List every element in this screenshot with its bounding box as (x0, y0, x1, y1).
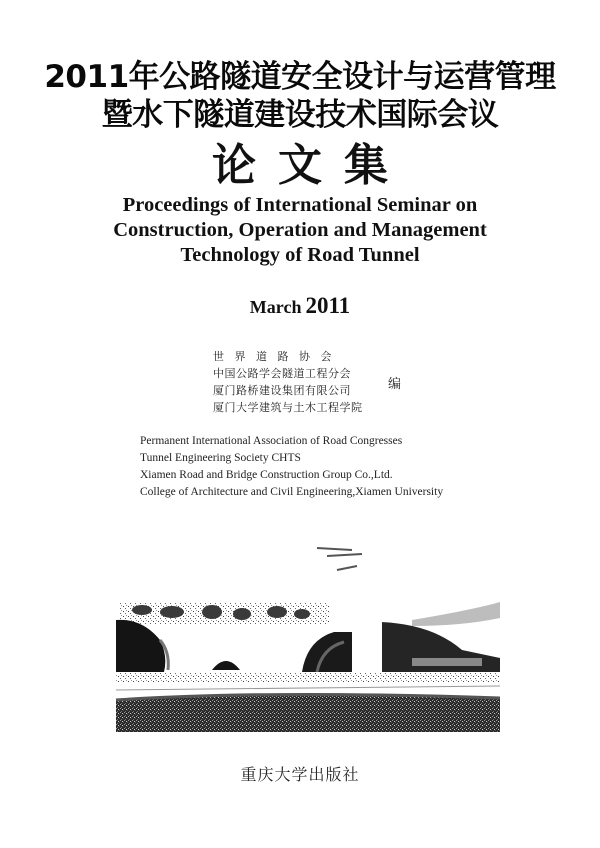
subtitle-cn: 论文集 (212, 140, 410, 191)
title-cn-line2: 暨水下隧道建设技术国际会议 (101, 97, 499, 133)
organizer-cn: 中国公路学会隧道工程分会 (213, 367, 351, 380)
date-year: 2011 (305, 293, 351, 318)
publication-date (0, 293, 600, 319)
publisher-name: 重庆大学出版社 (240, 765, 360, 784)
title-en-line2: Construction, Operation and Management (113, 219, 487, 241)
date-month: March (249, 297, 302, 317)
title-cn-line1: 2011年公路隧道安全设计与运营管理 (44, 59, 556, 95)
title-en-line1: Proceedings of International Seminar on (122, 194, 478, 216)
organizer-en: Tunnel Engineering Society CHTS (140, 452, 301, 464)
organizer-cn: 世界道路协会 (213, 350, 342, 363)
organizer-cn: 厦门路桥建设集团有限公司 (213, 384, 351, 397)
organizer-en: Xiamen Road and Bridge Construction Group Co.,Ltd. (140, 469, 393, 481)
tunnel-portal-photo (112, 540, 504, 735)
organizer-cn: 厦门大学建筑与土木工程学院 (213, 401, 363, 414)
editor-label: 编 (388, 377, 402, 392)
organizer-en: Permanent International Association of Road Congresses (140, 435, 403, 447)
organizer-en: College of Architecture and Civil Engineering,Xiamen University (140, 486, 444, 498)
title-en-line3: Technology of Road Tunnel (180, 244, 420, 266)
